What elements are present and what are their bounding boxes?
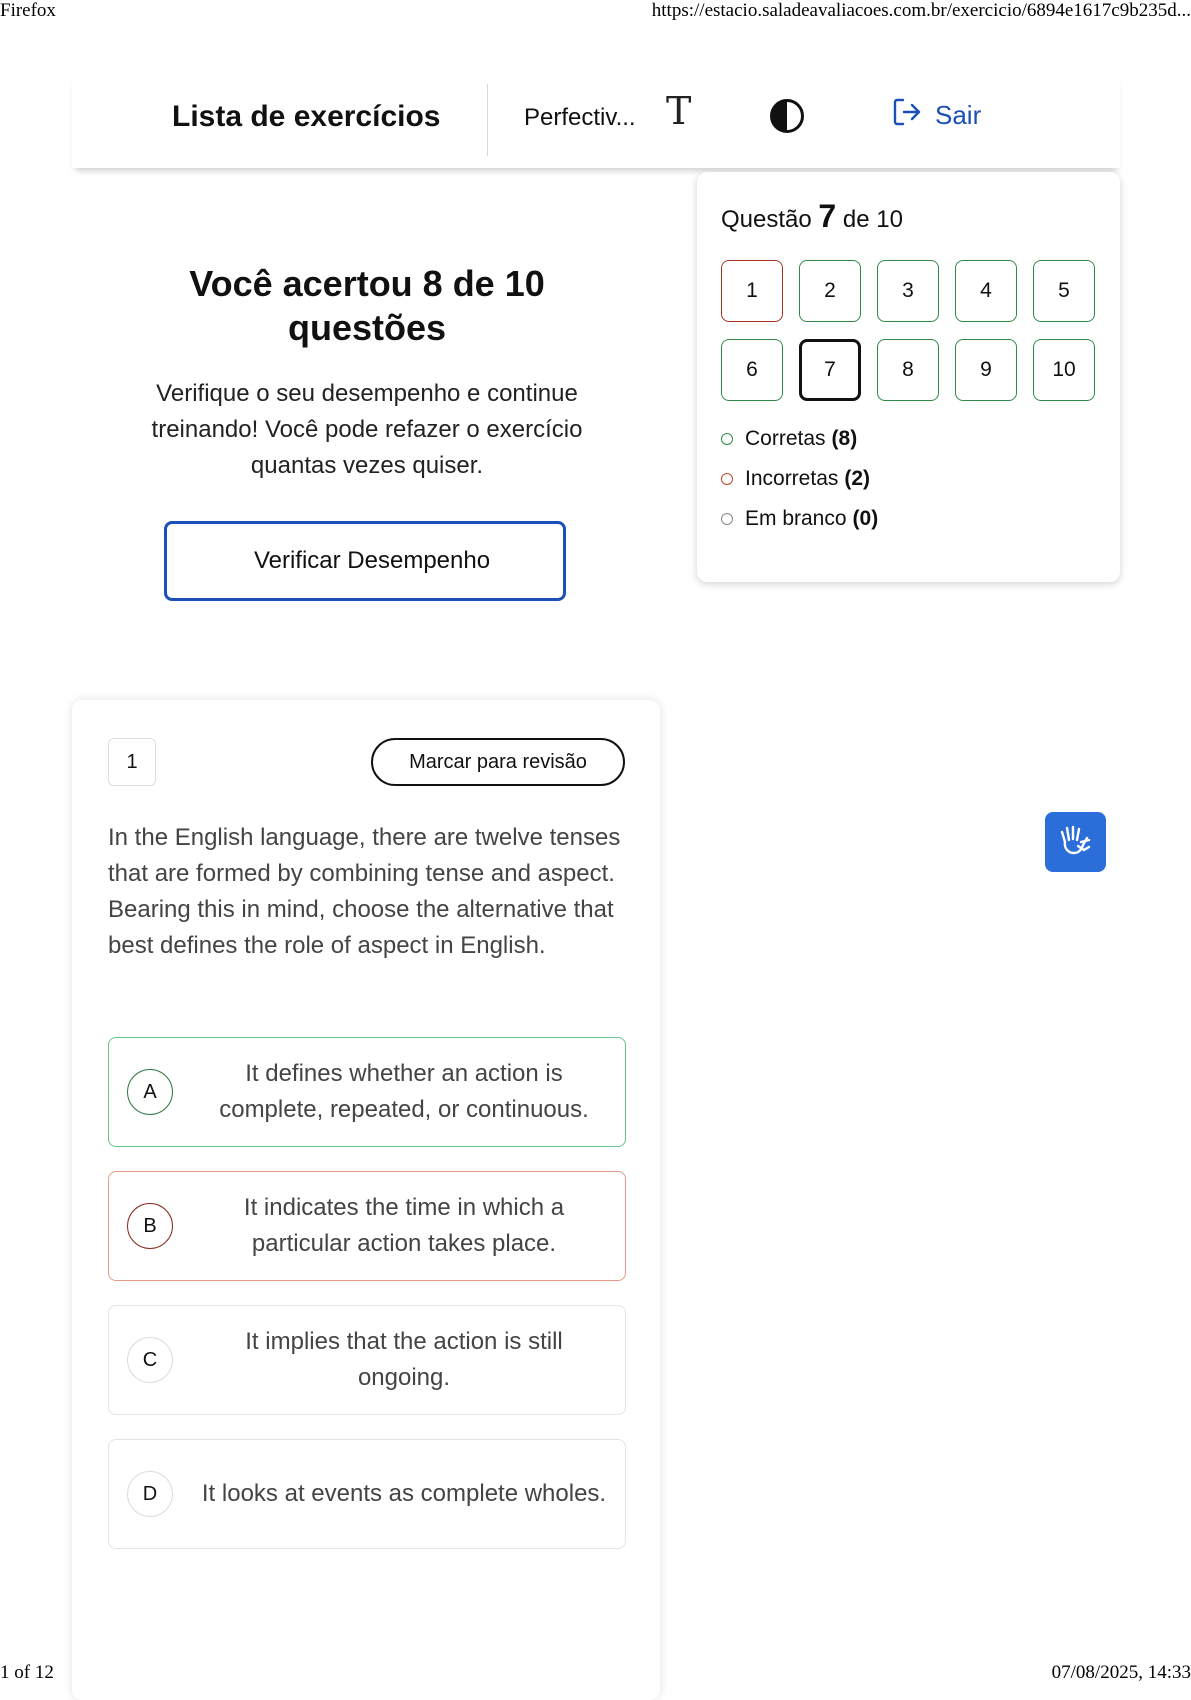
legend-label: Incorretas [745,467,839,490]
option-text: It looks at events as complete wholes. [201,1480,607,1507]
print-header [0,0,1191,22]
result-title-line1: Você acertou 8 de 10 [189,263,545,304]
subject-name: Perfectiv... [524,104,636,131]
question-nav-button[interactable]: 7 [799,339,861,401]
verify-performance-button[interactable] [164,521,566,601]
logout-icon [891,96,923,135]
question-number-badge: 1 [108,738,156,786]
legend-dot [721,473,733,485]
question-nav-button[interactable]: 6 [721,339,783,401]
option-text: It defines whether an action is complete, repeated, or continuous. [219,1060,589,1123]
result-title [140,262,594,350]
navigator-label: Questão [721,206,812,233]
contrast-icon[interactable] [769,98,805,139]
verify-performance-label: Verificar Desempenho [253,547,491,574]
legend-dot [721,513,733,525]
logout-button[interactable] [891,96,981,135]
result-description: Verifique o seu desempenho e continue treinando! Você pode refazer o exercício quantas vezes quiser. [151,380,583,479]
question-nav-button[interactable]: 2 [799,260,861,322]
legend-count: (8) [831,427,858,450]
print-page-number: 1 of 12 [0,1662,54,1683]
legend-incorrect [721,467,870,491]
top-bar [72,72,1120,168]
legend-dot [721,433,733,445]
print-datetime: 07/08/2025, 14:33 [1051,1662,1191,1683]
answer-option-b[interactable] [108,1171,626,1281]
legend-count: (2) [844,467,871,490]
page-title: Lista de exercícios [172,100,441,133]
legend-label: Corretas [745,427,826,450]
accessibility-button[interactable] [1045,812,1106,872]
legend-label: Em branco [745,507,847,530]
option-letter: B [127,1203,173,1249]
question-nav-button[interactable]: 3 [877,260,939,322]
legend-blank [721,507,878,531]
header-divider [487,84,488,156]
print-url: https://estacio.saladeavaliacoes.com.br/exercicio/6894e1617c9b235d... [651,0,1191,21]
question-nav-button[interactable]: 1 [721,260,783,322]
question-nav-button[interactable]: 8 [877,339,939,401]
print-browser-name: Firefox [0,0,56,21]
question-nav-button[interactable]: 5 [1033,260,1095,322]
legend-correct [721,427,857,451]
legend-count: (0) [852,507,879,530]
question-text: In the English language, there are twelve tenses that are formed by combining tense and aspect. Bearing this in mind, choose the alternative that best defines the role of aspect in English. [108,824,621,959]
sign-language-icon [1056,820,1096,865]
result-title-line2: questões [287,307,447,348]
answer-option-c[interactable] [108,1305,626,1415]
navigator-total: de 10 [842,206,903,233]
answer-option-d[interactable] [108,1439,626,1549]
mark-for-review-button[interactable]: Marcar para revisão [371,738,625,786]
option-letter: C [127,1337,173,1383]
option-text: It indicates the time in which a particular action takes place. [243,1194,565,1257]
question-card [72,700,660,1700]
question-nav-button[interactable]: 10 [1033,339,1095,401]
current-question-number: 7 [818,198,837,234]
option-letter: D [127,1471,173,1517]
text-size-icon[interactable]: T [666,89,692,133]
answer-option-a[interactable] [108,1037,626,1147]
question-nav-button[interactable]: 9 [955,339,1017,401]
print-footer [0,1662,1191,1684]
option-text: It implies that the action is still ongoing. [245,1328,563,1391]
logout-label: Sair [935,100,982,130]
question-navigator [697,172,1120,582]
navigator-heading [721,198,903,235]
question-nav-button[interactable]: 4 [955,260,1017,322]
option-letter: A [127,1069,173,1115]
